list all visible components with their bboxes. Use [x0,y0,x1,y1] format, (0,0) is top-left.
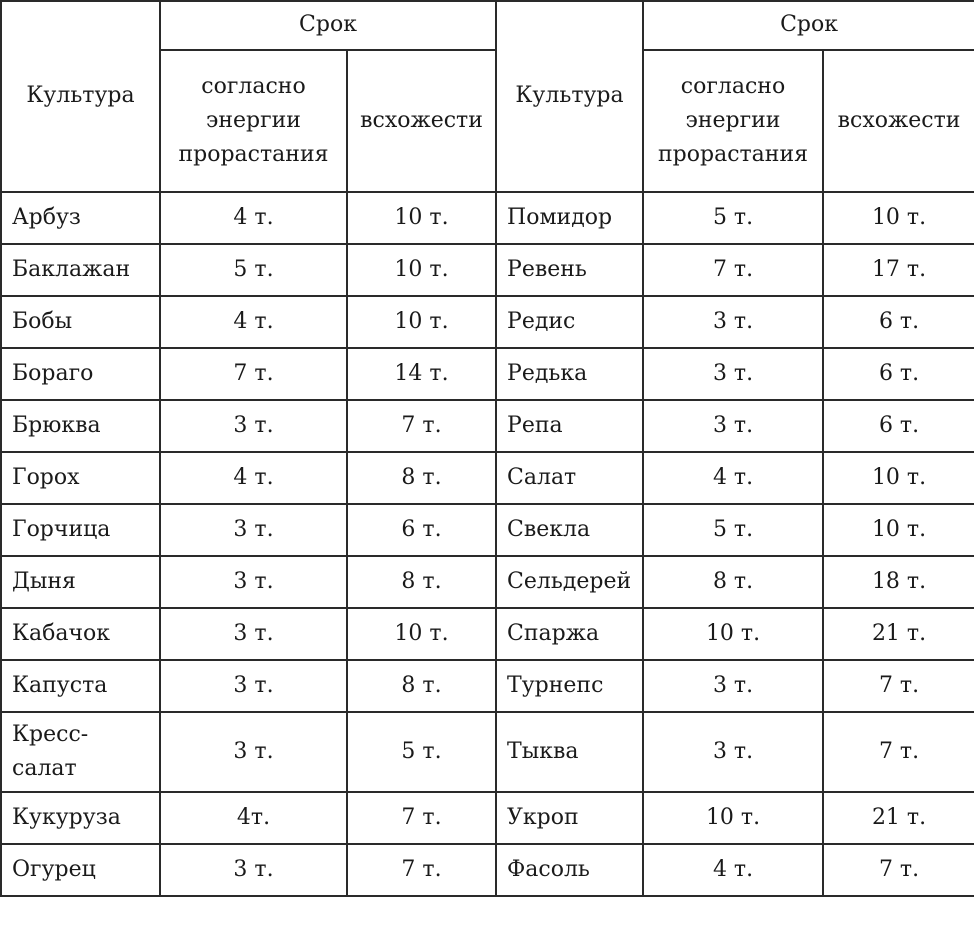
germination-cell-right: 17 т. [823,244,974,296]
germination-cell-right: 21 т. [823,608,974,660]
energy-cell-left: 7 т. [160,348,347,400]
crop-cell-right: Спаржа [496,608,643,660]
energy-cell-right: 8 т. [643,556,823,608]
germination-cell-right: 6 т. [823,296,974,348]
energy-cell-left: 3 т. [160,504,347,556]
crop-cell-right: Редис [496,296,643,348]
energy-cell-left: 3 т. [160,660,347,712]
energy-cell-right: 3 т. [643,400,823,452]
germination-cell-right: 7 т. [823,712,974,792]
crop-cell-right: Фасоль [496,844,643,896]
crop-cell-right: Салат [496,452,643,504]
germination-column-header-right: всхожести [823,50,974,192]
energy-cell-right: 10 т. [643,792,823,844]
crop-cell-left: Дыня [1,556,160,608]
germination-cell-right: 7 т. [823,844,974,896]
germination-cell-right: 10 т. [823,452,974,504]
crop-cell-left: Брюква [1,400,160,452]
crop-cell-left: Горчица [1,504,160,556]
table-row [1,244,974,296]
term-group-header-right: Срок [643,1,974,50]
energy-cell-right: 5 т. [643,192,823,244]
germination-cell-left: 14 т. [347,348,496,400]
energy-cell-right: 3 т. [643,660,823,712]
germination-cell-left: 8 т. [347,660,496,712]
germination-cell-right: 18 т. [823,556,974,608]
crop-cell-right: Укроп [496,792,643,844]
germination-cell-left: 7 т. [347,844,496,896]
crop-cell-left: Кукуруза [1,792,160,844]
energy-cell-right: 7 т. [643,244,823,296]
table-row [1,608,974,660]
energy-cell-left: 3 т. [160,844,347,896]
table-row [1,792,974,844]
crop-cell-right: Редька [496,348,643,400]
crop-cell-right: Репа [496,400,643,452]
germination-cell-left: 10 т. [347,244,496,296]
table-body [1,192,974,896]
table-row [1,556,974,608]
table-row [1,844,974,896]
germination-cell-left: 5 т. [347,712,496,792]
table-row [1,348,974,400]
germination-cell-right: 21 т. [823,792,974,844]
crop-cell-left: Кресс-салат [1,712,160,792]
germination-cell-left: 8 т. [347,452,496,504]
energy-cell-left: 3 т. [160,400,347,452]
energy-cell-right: 4 т. [643,844,823,896]
crop-cell-left: Бораго [1,348,160,400]
crop-cell-left: Кабачок [1,608,160,660]
table-row [1,504,974,556]
crop-cell-right: Сельдерей [496,556,643,608]
germination-cell-left: 7 т. [347,792,496,844]
germination-column-header-left: всхожести [347,50,496,192]
energy-cell-left: 5 т. [160,244,347,296]
crop-cell-left: Баклажан [1,244,160,296]
table-row [1,660,974,712]
energy-column-header-right: согласно энергии прорастания [643,50,823,192]
crop-cell-right: Турнепс [496,660,643,712]
germination-cell-right: 7 т. [823,660,974,712]
table-row [1,452,974,504]
term-group-header-left: Срок [160,1,496,50]
energy-cell-left: 3 т. [160,608,347,660]
germination-cell-right: 6 т. [823,400,974,452]
table-row [1,400,974,452]
energy-cell-left: 4 т. [160,452,347,504]
table-row [1,296,974,348]
energy-cell-right: 3 т. [643,712,823,792]
energy-cell-left: 4 т. [160,192,347,244]
energy-cell-right: 3 т. [643,296,823,348]
energy-cell-right: 5 т. [643,504,823,556]
crop-cell-left: Капуста [1,660,160,712]
table-row [1,712,974,792]
energy-cell-right: 10 т. [643,608,823,660]
crop-cell-right: Свекла [496,504,643,556]
germination-cell-left: 10 т. [347,296,496,348]
energy-cell-right: 3 т. [643,348,823,400]
germination-cell-left: 7 т. [347,400,496,452]
crop-cell-right: Ревень [496,244,643,296]
germination-cell-left: 8 т. [347,556,496,608]
energy-cell-right: 4 т. [643,452,823,504]
germination-cell-left: 10 т. [347,608,496,660]
energy-cell-left: 4 т. [160,296,347,348]
crop-cell-right: Помидор [496,192,643,244]
germination-cell-right: 6 т. [823,348,974,400]
crop-cell-right: Тыква [496,712,643,792]
crop-column-header-left: Культура [1,1,160,192]
crop-cell-left: Арбуз [1,192,160,244]
germination-cell-right: 10 т. [823,192,974,244]
crop-cell-left: Огурец [1,844,160,896]
energy-cell-left: 3 т. [160,712,347,792]
energy-column-header-left: согласно энергии прорастания [160,50,347,192]
crop-column-header-right: Культура [496,1,643,192]
germination-cell-left: 10 т. [347,192,496,244]
germination-cell-right: 10 т. [823,504,974,556]
table-row [1,192,974,244]
crop-cell-left: Бобы [1,296,160,348]
germination-cell-left: 6 т. [347,504,496,556]
energy-cell-left: 3 т. [160,556,347,608]
energy-cell-left: 4т. [160,792,347,844]
header-row-top [1,1,974,50]
crop-cell-left: Горох [1,452,160,504]
